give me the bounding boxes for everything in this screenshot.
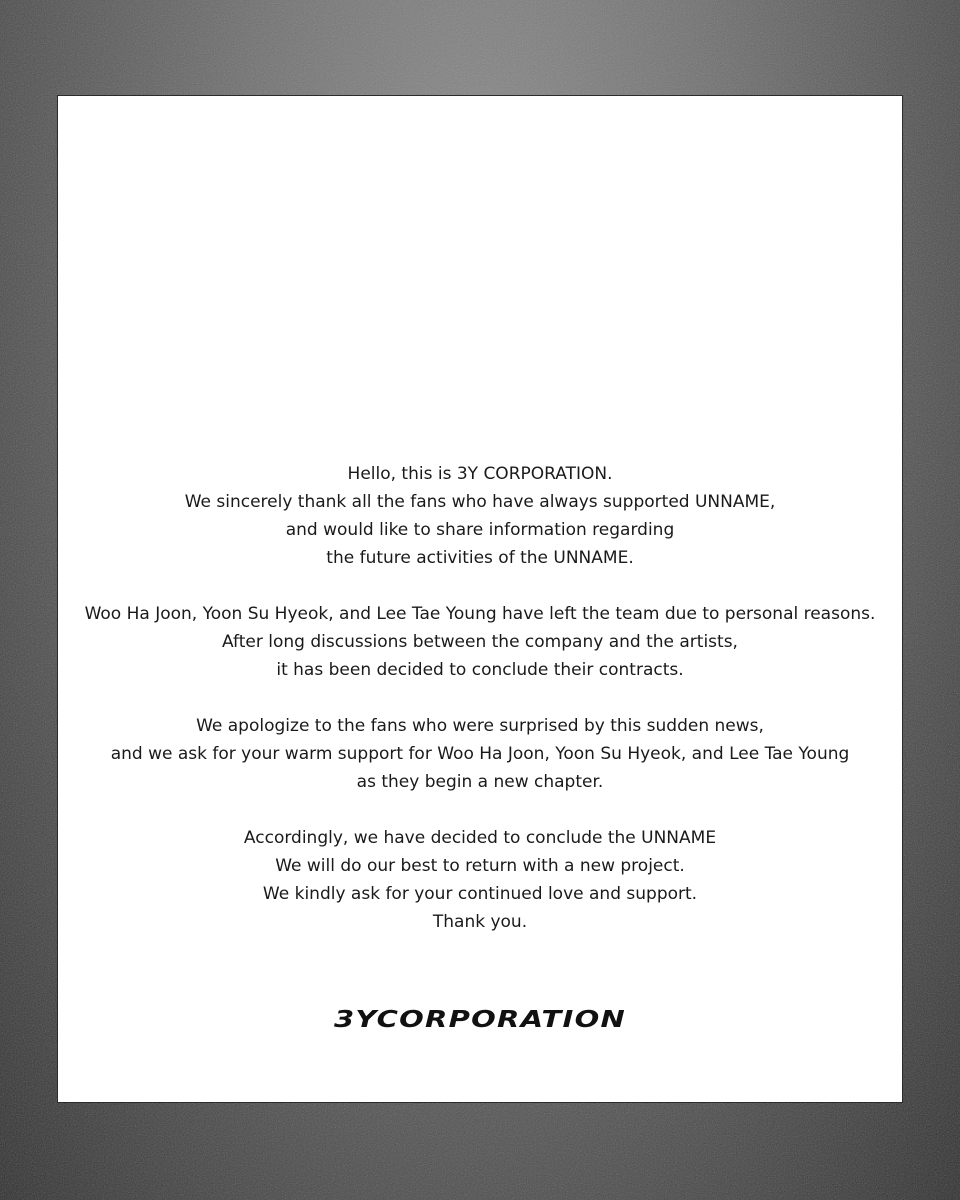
notice-line: as they begin a new chapter. xyxy=(356,772,604,792)
notice-line: We kindly ask for your continued love and support. xyxy=(262,884,698,904)
notice-card xyxy=(57,95,903,1103)
company-logo-text: 3YCORPORATION xyxy=(334,1007,626,1033)
notice-line: We will do our best to return with a new project. xyxy=(275,856,685,876)
notice-paragraph-departure xyxy=(58,600,902,684)
company-logo-wordmark xyxy=(330,1004,630,1034)
notice-line: Hello, this is 3Y CORPORATION. xyxy=(347,464,613,484)
notice-paragraph-closing xyxy=(58,824,902,936)
notice-line: Woo Ha Joon, Yoon Su Hyeok, and Lee Tae Young have left the team due to personal reasons. xyxy=(84,604,876,624)
notice-line: Accordingly, we have decided to conclude the UNNAME xyxy=(243,828,717,848)
notice-line: We apologize to the fans who were surprised by this sudden news, xyxy=(196,716,764,736)
notice-line: it has been decided to conclude their contracts. xyxy=(276,660,684,680)
notice-line: Thank you. xyxy=(432,912,528,932)
notice-paragraph-greeting xyxy=(58,460,902,572)
notice-line: and we ask for your warm support for Woo Ha Joon, Yoon Su Hyeok, and Lee Tae Young xyxy=(110,744,850,764)
notice-line: and would like to share information regarding xyxy=(285,520,675,540)
notice-body xyxy=(58,460,902,936)
notice-paragraph-apology xyxy=(58,712,902,796)
notice-line: After long discussions between the company and the artists, xyxy=(222,632,738,652)
notice-line: the future activities of the UNNAME. xyxy=(326,548,634,568)
company-logo xyxy=(58,1004,902,1038)
notice-line: We sincerely thank all the fans who have always supported UNNAME, xyxy=(184,492,776,512)
